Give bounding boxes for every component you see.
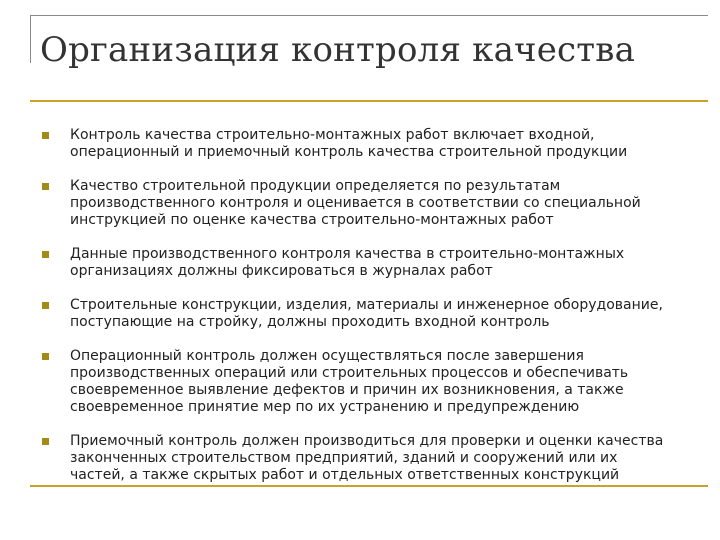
square-bullet-icon — [42, 353, 49, 360]
bullet-item — [40, 433, 676, 501]
bullet-item — [40, 246, 676, 297]
bullet-item — [40, 297, 676, 348]
slide-title: Организация контроля качества — [40, 30, 636, 70]
frame-line-top — [30, 15, 708, 16]
bullet-item — [40, 127, 676, 178]
square-bullet-icon — [42, 183, 49, 190]
bullet-text: Контроль качества строительно-монтажных работ включает входной, операционный и приемочный контроль качества строительной продукции — [70, 127, 628, 160]
frame-line-left — [30, 15, 31, 63]
bullet-text: Данные производственного контроля качества в строительно-монтажных организациях должны фиксироваться в журналах работ — [70, 246, 625, 279]
square-bullet-icon — [42, 438, 49, 445]
bullet-text: Строительные конструкции, изделия, материалы и инженерное оборудование, поступающие на стройку, должны проходить входной контроль — [70, 297, 663, 330]
bullet-text: Операционный контроль должен осуществляться после завершения производственных операций или строительных процессов и обеспечивать своевременное выявление дефектов и причин их возникновения, а также своевременное принятие мер по их устранению и предупреждению — [70, 348, 629, 415]
bullet-item — [40, 348, 676, 433]
bullet-text: Качество строительной продукции определяется по результатам производственного контроля и оценивается в соответствии со специальной инструкцией по оценке качества строительно-монтажных работ — [70, 178, 641, 228]
square-bullet-icon — [42, 132, 49, 139]
bullet-text: Приемочный контроль должен производиться для проверки и оценки качества законченных строительством предприятий, зданий и сооружений или их частей, а также скрытых работ и отдельных ответственных конструкций — [70, 433, 664, 483]
bullet-list — [40, 127, 676, 501]
bottom-divider — [30, 485, 708, 487]
bullet-item — [40, 178, 676, 246]
square-bullet-icon — [42, 251, 49, 258]
title-divider — [30, 100, 708, 102]
square-bullet-icon — [42, 302, 49, 309]
